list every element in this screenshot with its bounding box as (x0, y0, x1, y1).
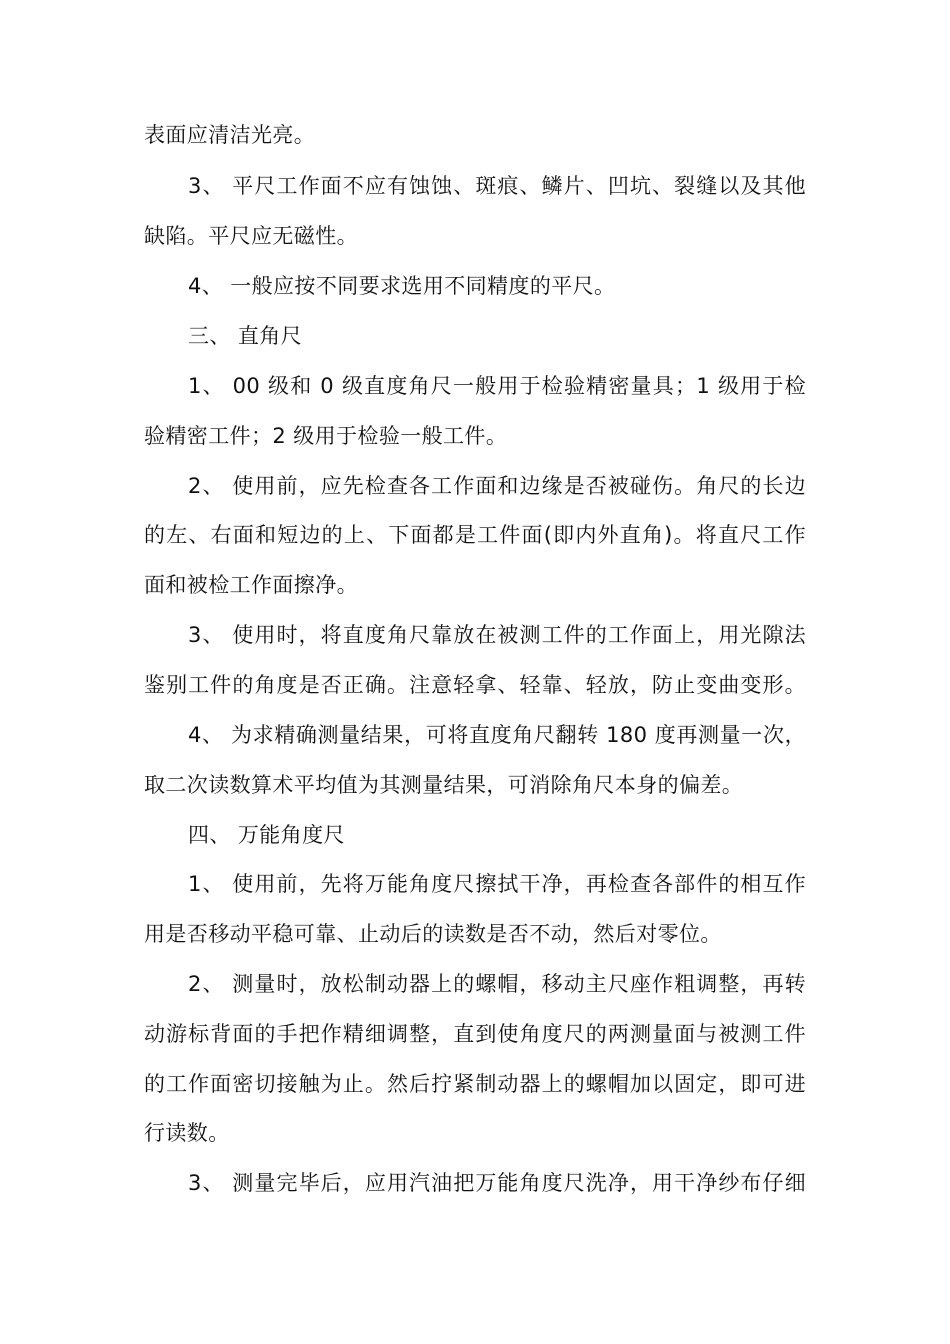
text-line: 1、 使用前，先将万能角度尺擦拭干净，再检查各部件的相互作 (188, 872, 806, 896)
text-line: 动游标背面的手把作精细调整，直到使角度尺的两测量面与被测工件 (144, 1022, 806, 1046)
section-heading: 三、 直角尺 (188, 324, 303, 348)
text-line: 2、 测量时，放松制动器上的螺帽，移动主尺座作粗调整，再转 (188, 972, 806, 996)
section-heading: 四、 万能角度尺 (188, 823, 345, 847)
text-line: 的工作面密切接触为止。然后拧紧制动器上的螺帽加以固定，即可进 (144, 1072, 806, 1096)
text-line: 面和被检工作面擦净。 (144, 573, 358, 597)
text-line: 取二次读数算术平均值为其测量结果，可消除角尺本身的偏差。 (144, 773, 744, 797)
text-line: 1、 00 级和 0 级直度角尺一般用于检验精密量具；1 级用于检 (188, 374, 806, 398)
text-line: 用是否移动平稳可靠、止动后的读数是否不动，然后对零位。 (144, 922, 722, 946)
text-line: 3、 平尺工作面不应有蚀蚀、斑痕、鳞片、凹坑、裂缝以及其他 (188, 174, 806, 198)
text-line: 4、 一般应按不同要求选用不同精度的平尺。 (188, 274, 616, 298)
text-line: 鉴别工件的角度是否正确。注意轻拿、轻靠、轻放，防止变曲变形。 (144, 673, 806, 697)
text-line: 4、 为求精确测量结果，可将直度角尺翻转 180 度再测量一次， (188, 723, 806, 747)
text-line: 行读数。 (144, 1121, 230, 1145)
text-line: 3、 使用时，将直度角尺靠放在被测工件的工作面上，用光隙法 (188, 623, 806, 647)
text-line: 3、 测量完毕后，应用汽油把万能角度尺洗净，用干净纱布仔细 (188, 1171, 806, 1195)
text-line: 缺陷。平尺应无磁性。 (144, 224, 358, 248)
text-line: 的左、右面和短边的上、下面都是工件面(即内外直角)。将直尺工作 (144, 523, 806, 547)
text-line: 表面应清洁光亮。 (144, 123, 316, 147)
text-line: 验精密工件；2 级用于检验一般工件。 (144, 424, 508, 448)
text-line: 2、 使用前，应先检查各工作面和边缘是否被碰伤。角尺的长边 (188, 474, 806, 498)
